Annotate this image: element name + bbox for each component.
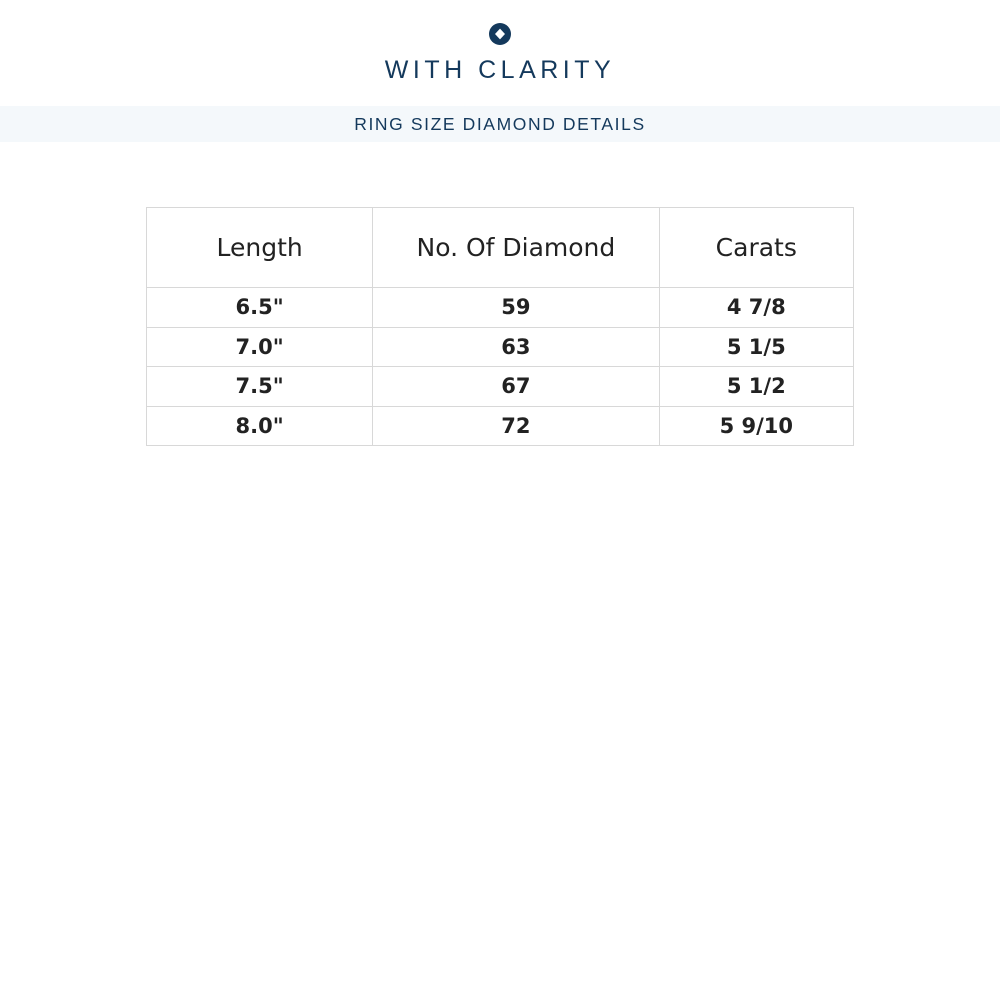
brand-name: WITH CLARITY: [384, 56, 616, 84]
table-cell-carats: 4 7/8: [659, 288, 853, 328]
brand-header: [0, 0, 1000, 83]
table-cell-length: 6.5": [147, 288, 373, 328]
table-header-cell: Length: [147, 208, 373, 288]
table-cell-diamond-count: 59: [373, 288, 659, 328]
table-row: [147, 406, 854, 446]
table-cell-carats: 5 1/2: [659, 367, 853, 407]
table-header-cell: No. Of Diamond: [373, 208, 659, 288]
page-title: RING SIZE DIAMOND DETAILS: [354, 113, 646, 134]
table-row: [147, 327, 854, 367]
diamond-icon: [488, 22, 512, 46]
table-cell-carats: 5 1/5: [659, 327, 853, 367]
table-cell-diamond-count: 72: [373, 406, 659, 446]
page-title-band: [0, 106, 1000, 142]
table-cell-diamond-count: 63: [373, 327, 659, 367]
table-header-row: [147, 208, 854, 288]
table-row: [147, 367, 854, 407]
table-cell-diamond-count: 67: [373, 367, 659, 407]
ring-size-table: [146, 207, 854, 446]
table-cell-length: 8.0": [147, 406, 373, 446]
table-cell-carats: 5 9/10: [659, 406, 853, 446]
table-cell-length: 7.5": [147, 367, 373, 407]
ring-size-table-wrapper: [146, 207, 854, 446]
table-row: [147, 288, 854, 328]
table-cell-length: 7.0": [147, 327, 373, 367]
table-header-cell: Carats: [659, 208, 853, 288]
